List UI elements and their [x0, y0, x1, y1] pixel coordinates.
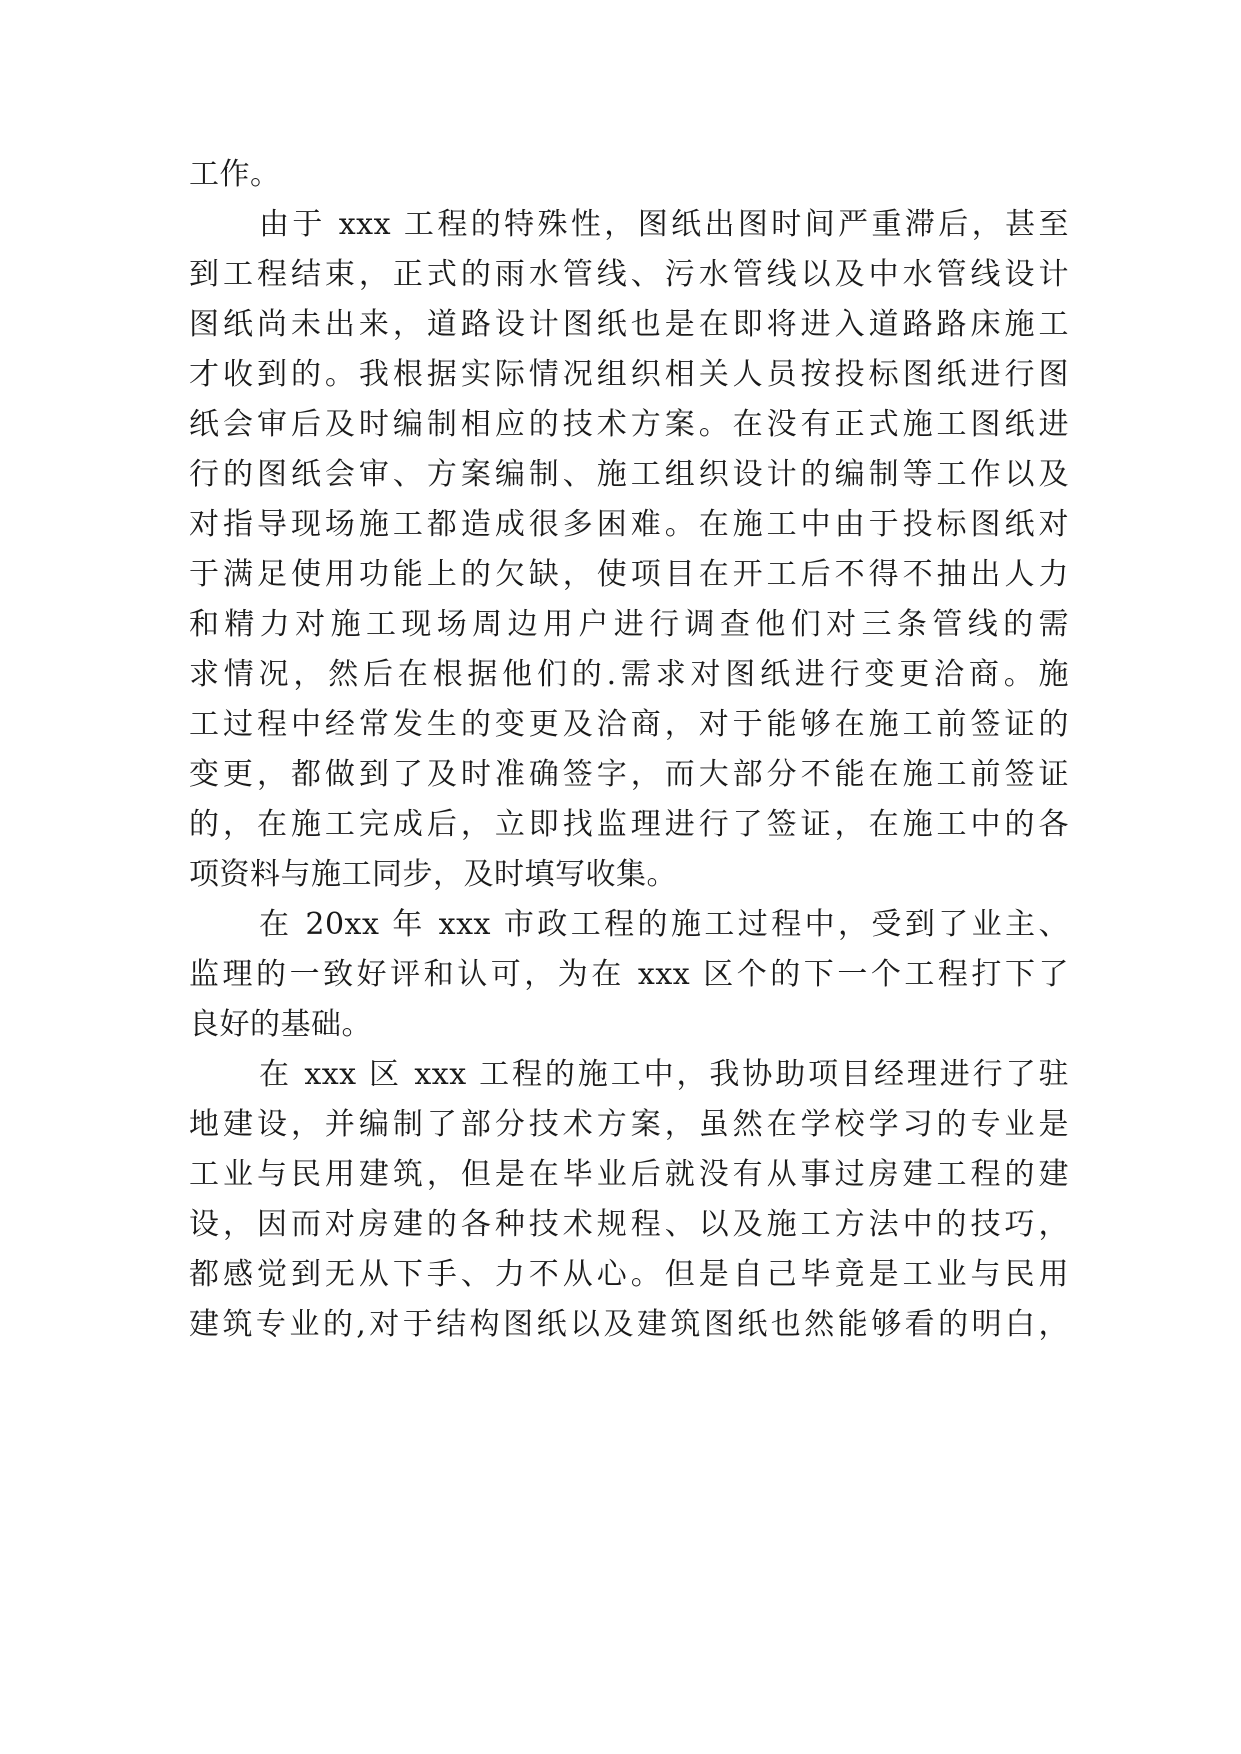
text-line: 建筑专业的,对于结构图纸以及建筑图纸也然能够看的明白，	[189, 1307, 1069, 1342]
text-line: 良好的基础。	[189, 1007, 372, 1042]
text-line: 在 20xx 年 xxx 市政工程的施工过程中，受到了业主、	[259, 907, 1069, 942]
text-line: 工业与民用建筑，但是在毕业后就没有从事过房建工程的建	[189, 1157, 1069, 1192]
text-line: 和精力对施工现场周边用户进行调查他们对三条管线的需	[189, 607, 1069, 642]
text-line: 的，在施工完成后，立即找监理进行了签证，在施工中的各	[189, 807, 1069, 842]
text-line: 对指导现场施工都造成很多困难。在施工中由于投标图纸对	[189, 507, 1069, 542]
text-line: 于满足使用功能上的欠缺，使项目在开工后不得不抽出人力	[189, 557, 1069, 592]
text-line: 项资料与施工同步，及时填写收集。	[189, 857, 677, 892]
text-line: 设，因而对房建的各种技术规程、以及施工方法中的技巧，	[189, 1207, 1069, 1242]
text-line: 由于 xxx 工程的特殊性，图纸出图时间严重滞后，甚至	[259, 207, 1069, 242]
text-line: 到工程结束，正式的雨水管线、污水管线以及中水管线设计	[189, 257, 1069, 292]
text-line: 工作。	[189, 157, 281, 192]
text-line: 图纸尚未出来，道路设计图纸也是在即将进入道路路床施工	[189, 307, 1069, 342]
document-body	[189, 150, 1069, 1350]
text-line: 都感觉到无从下手、力不从心。但是自己毕竟是工业与民用	[189, 1257, 1069, 1292]
text-line: 在 xxx 区 xxx 工程的施工中，我协助项目经理进行了驻	[259, 1057, 1069, 1092]
text-line: 纸会审后及时编制相应的技术方案。在没有正式施工图纸进	[189, 407, 1069, 442]
text-line: 监理的一致好评和认可，为在 xxx 区个的下一个工程打下了	[189, 957, 1069, 992]
text-line: 才收到的。我根据实际情况组织相关人员按投标图纸进行图	[189, 357, 1069, 392]
text-line: 变更，都做到了及时准确签字，而大部分不能在施工前签证	[189, 757, 1069, 792]
text-line: 求情况，然后在根据他们的.需求对图纸进行变更洽商。施	[189, 657, 1069, 692]
text-line: 行的图纸会审、方案编制、施工组织设计的编制等工作以及	[189, 457, 1069, 492]
text-line: 工过程中经常发生的变更及洽商，对于能够在施工前签证的	[189, 707, 1069, 742]
text-line: 地建设，并编制了部分技术方案，虽然在学校学习的专业是	[189, 1107, 1069, 1142]
